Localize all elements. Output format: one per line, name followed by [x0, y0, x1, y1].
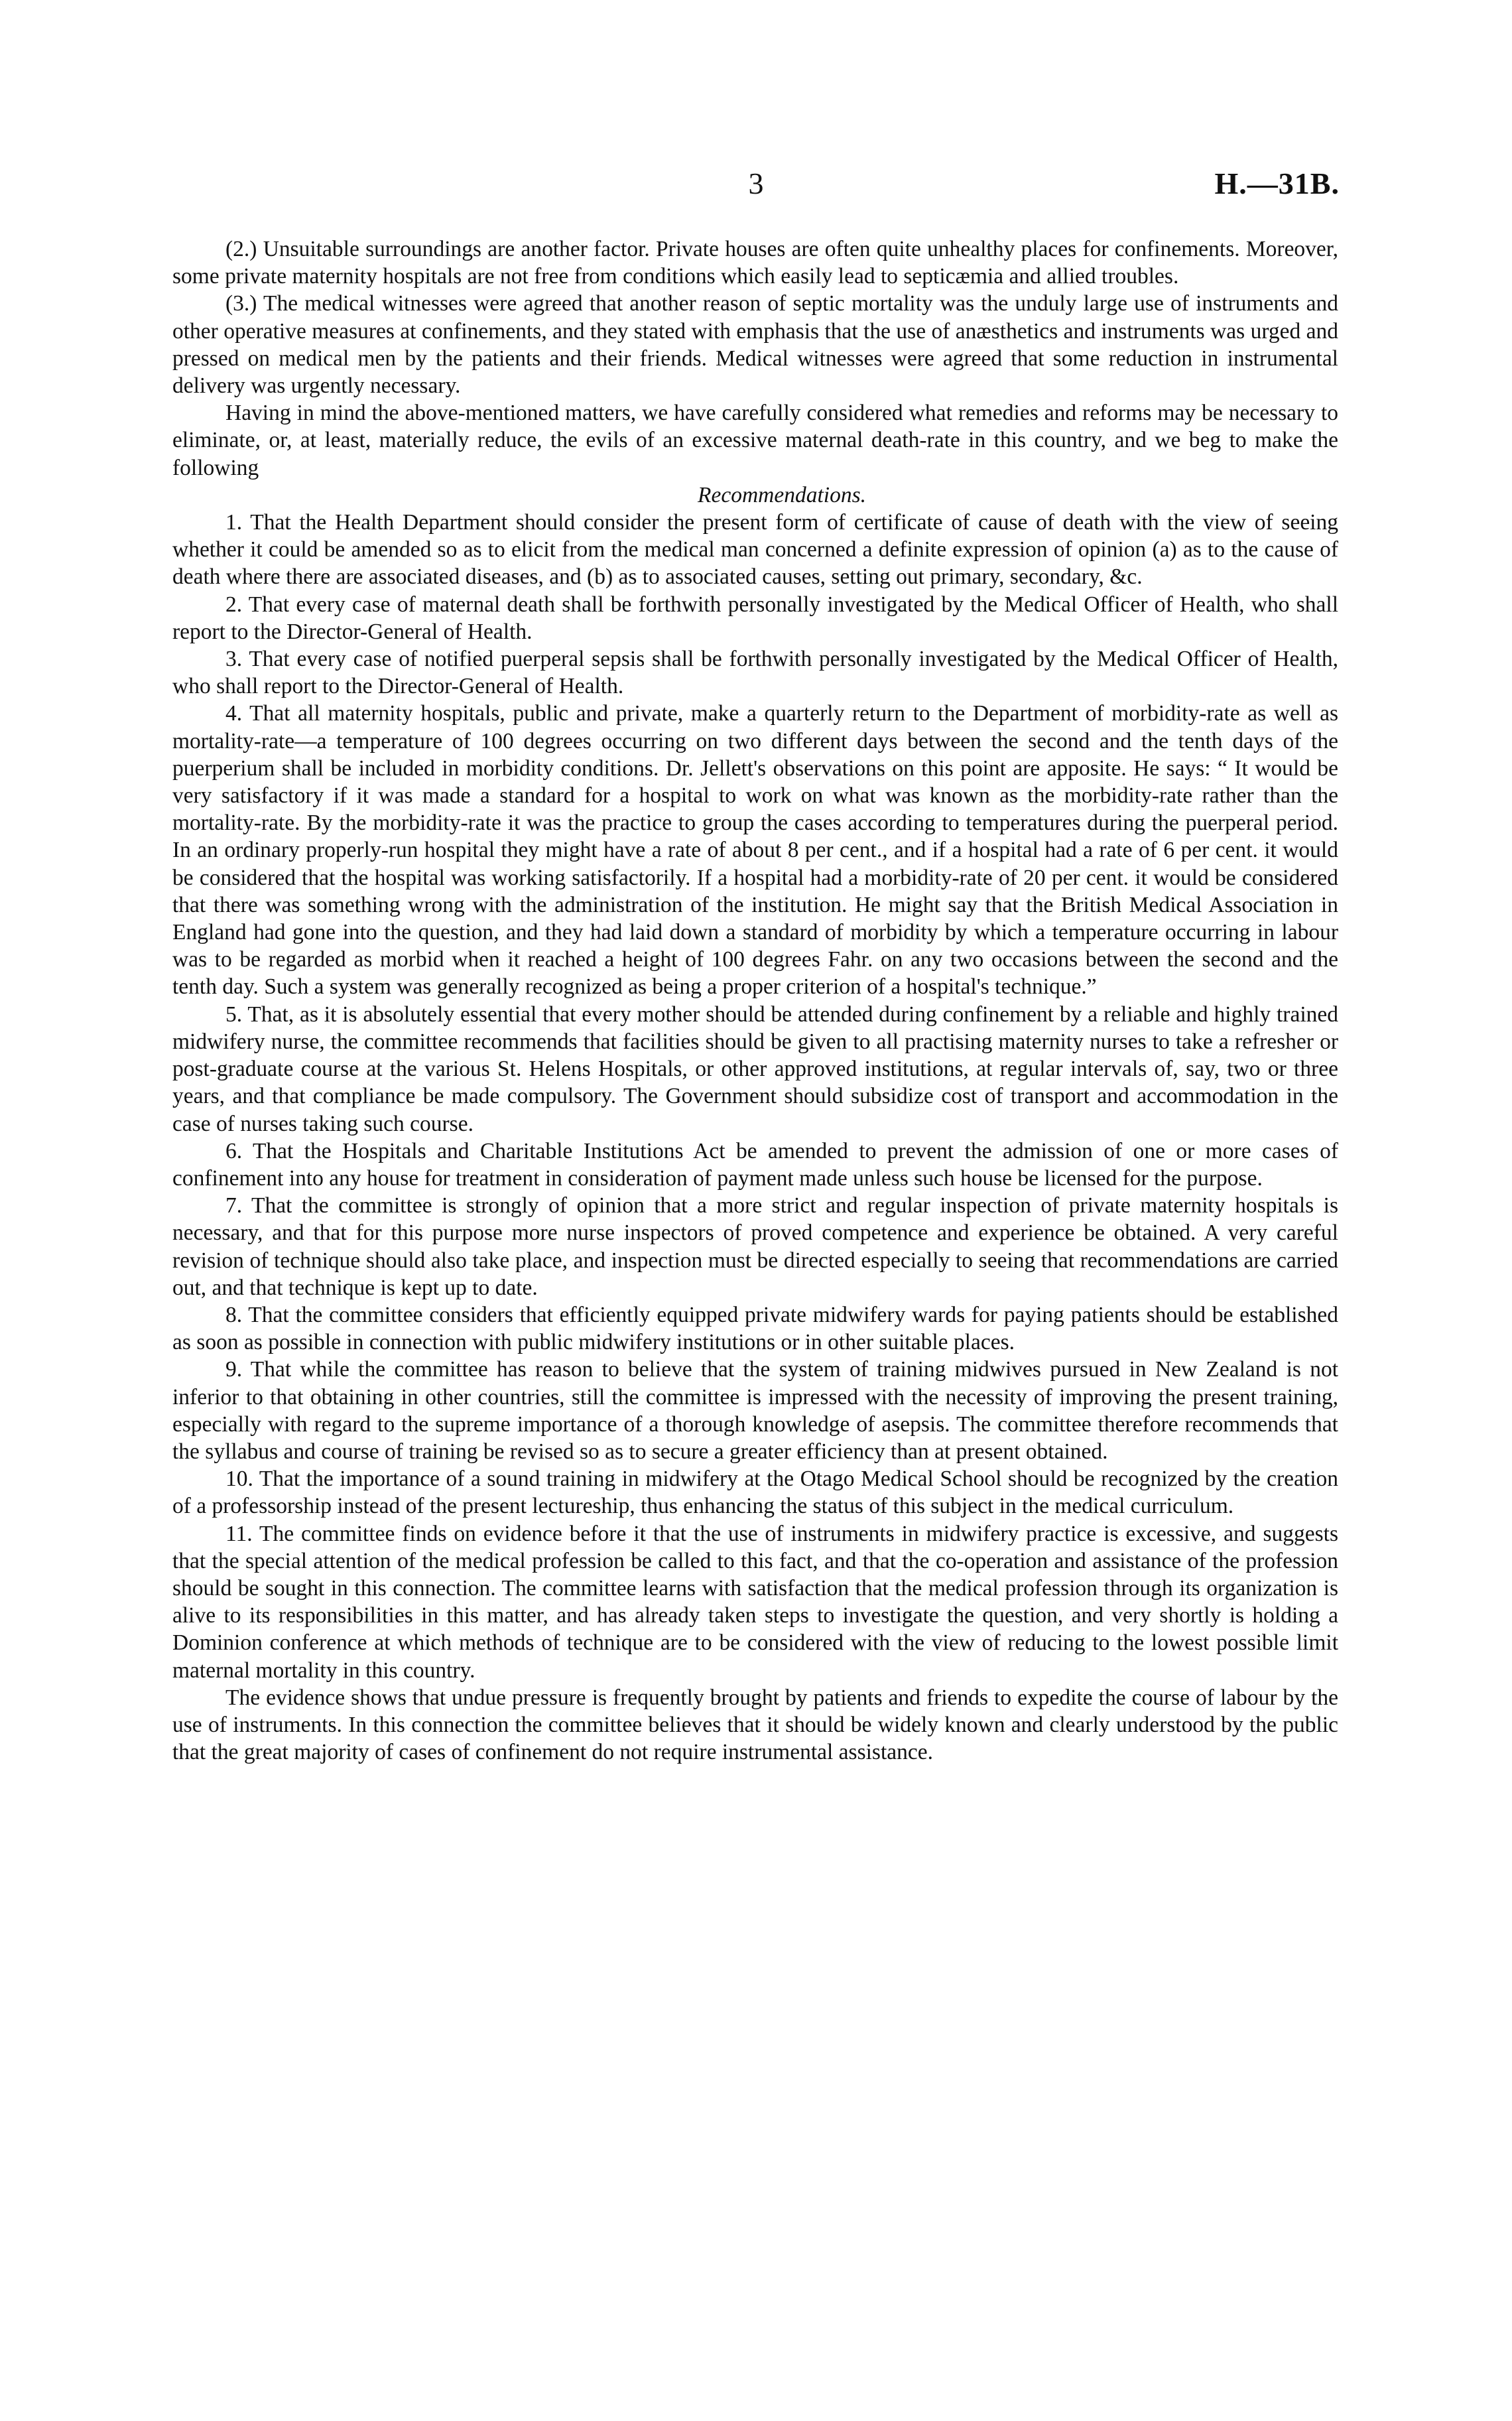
recommendation-9: 9. That while the committee has reason to believe that the system of training midwives pursued in New Zealand is not inferior to that obtaining in other countries, still the committee is impressed with the necessity of improving the present training, especially with regard to the supreme importance of a thorough knowledge of asepsis. The committee therefore recommends that the syllabus and course of training be revised so as to secure a greater efficiency than at present obtained. — [172, 1357, 1338, 1464]
recommendation-1: 1. That the Health Department should consider the present form of certificate of cause of death with the view of seeing whether it could be amended so as to elicit from the medical man concerned a definite expression of opinion (a) as to the cause of death where there are associated diseases, and (b) as to associated causes, setting out primary, secondary, &c. — [172, 510, 1338, 590]
report-body — [172, 235, 1338, 1766]
recommendation-10: 10. That the importance of a sound training in midwifery at the Otago Medical School should be recognized by the creation of a professorship instead of the present lectureship, thus enhancing the status of this subject in the medical curriculum. — [172, 1467, 1338, 1519]
document-code: H.—31B. — [1214, 166, 1340, 200]
recommendation-7: 7. That the committee is strongly of opinion that a more strict and regular inspection of private maternity hospitals is necessary, and that for this purpose more nurse inspectors of proved competence and experience be obtained. A very careful revision of technique should also take place, and inspection must be directed especially to seeing that recommendations are carried out, and that technique is kept up to date. — [172, 1193, 1338, 1300]
paragraph-instruments-use: (3.) The medical witnesses were agreed that another reason of septic mortality was the unduly large use of instruments and other operative measures at confinements, and they stated with emphasis that the use of anæsthetics and instruments was urged and pressed on medical men by the patients and their friends. Medical witnesses were agreed that some reduction in instrumental delivery was urgently necessary. — [172, 291, 1338, 399]
recommendation-5: 5. That, as it is absolutely essential that every mother should be attended during confinement by a reliable and highly trained midwifery nurse, the committee recommends that facilities should be given to all practising maternity nurses to take a refresher or post-graduate course at the various St. Helens Hospitals, or other approved institutions, at regular intervals of, say, two or three years, and that compliance be made compulsory. The Government should subsidize cost of transport and accommodation in the case of nurses taking such course. — [172, 1002, 1338, 1136]
page-number: 3 — [748, 166, 764, 200]
recommendation-3: 3. That every case of notified puerperal sepsis shall be forthwith personally investigated by the Medical Officer of Health, who shall report to the Director-General of Health. — [172, 647, 1338, 699]
recommendation-8: 8. That the committee considers that efficiently equipped private midwifery wards for paying patients should be established as soon as possible in connection with public midwifery institutions or in other suitable places. — [172, 1302, 1338, 1355]
paragraph-evidence-pressure: The evidence shows that undue pressure is frequently brought by patients and friends to expedite the course of labour by the use of instruments. In this connection the committee believes that it should be widely known and clearly understood by the public that the great majority of cases of confinement do not require instrumental assistance. — [172, 1685, 1338, 1765]
paragraph-remedies-intro: Having in mind the above-mentioned matters, we have carefully considered what remedies and reforms may be necessary to eliminate, or, at least, materially reduce, the evils of an excessive maternal death-rate in this country, and we beg to make the following — [172, 401, 1338, 480]
paragraph-unsuitable-surroundings: (2.) Unsuitable surroundings are another factor. Private houses are often quite unhealthy places for confinements. Moreover, some private maternity hospitals are not free from conditions which easily lead to septicæmia and allied troubles. — [172, 237, 1338, 289]
recommendation-6: 6. That the Hospitals and Charitable Institutions Act be amended to prevent the admission of one or more cases of confinement into any house for treatment in consideration of payment made unless such house be licensed for the purpose. — [172, 1138, 1338, 1191]
page-header — [0, 166, 1512, 212]
recommendation-11: 11. The committee finds on evidence before it that the use of instruments in midwifery practice is excessive, and suggests that the special attention of the medical profession be called to this fact, and that the co-operation and assistance of the profession should be sought in this connection. The committee learns with satisfaction that the medical profession through its organization is alive to its responsibilities in this matter, and has already taken steps to investigate the question, and very shortly is holding a Dominion conference at which methods of technique are to be considered with the view of reducing to the lowest possible limit maternal mortality in this country. — [172, 1521, 1338, 1683]
recommendations-heading: Recommendations. — [698, 482, 866, 507]
recommendation-4: 4. That all maternity hospitals, public and private, make a quarterly return to the Department of morbidity-rate as well as mortality-rate—a temperature of 100 degrees occurring on two different days between the second and the tenth days of the puerperium shall be included in morbidity conditions. Dr. Jellett's observations on this point are apposite. He says: “ It would be very satisfactory if it was made a standard for a hospital to work on what was known as the morbidity-rate rather than the mortality-rate. By the morbidity-rate it was the practice to group the cases according to temperatures during the puerperal period. In an ordinary properly-run hospital they might have a rate of about 8 per cent., and if a hospital had a rate of 6 per cent. it would be considered that the hospital was working satisfactorily. If a hospital had a morbidity-rate of 20 per cent. it would be considered that there was something wrong with the administration of the institution. He might say that the British Medical Association in England had gone into the question, and they had laid down a standard of morbidity by which a temperature occurring in labour was to be regarded as morbid when it reached a height of 100 degrees Fahr. on any two occasions between the second and the tenth day. Such a system was generally recognized as being a proper criterion of a hospital's technique.” — [172, 701, 1338, 1000]
recommendation-2: 2. That every case of maternal death shall be forthwith personally investigated by the Medical Officer of Health, who shall report to the Director-General of Health. — [172, 592, 1338, 644]
